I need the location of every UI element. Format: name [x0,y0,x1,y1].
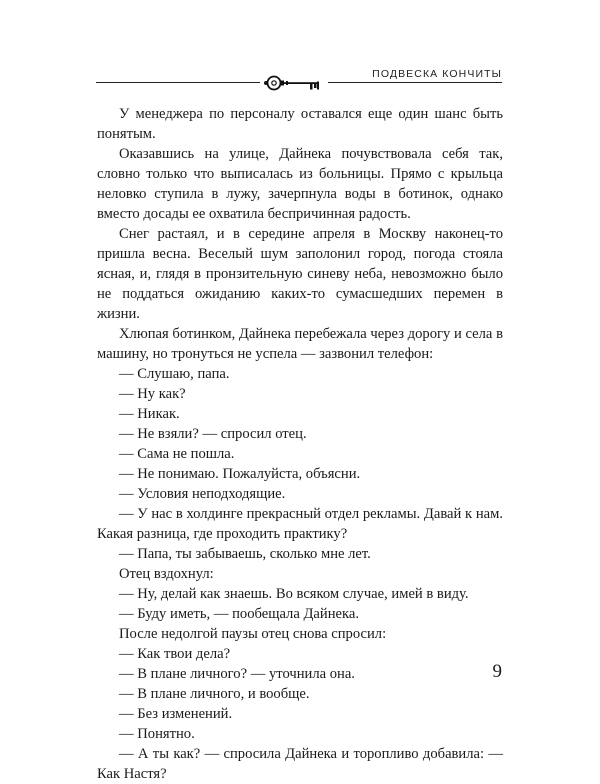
dialogue-line: — Буду иметь, — пообещала Дайнека. [119,606,359,622]
paragraph: У менеджера по персоналу оставался еще один шанс быть понятым. [97,106,503,142]
dialogue-line: — Ну, делай как знаешь. Во всяком случае, имей в виду. [119,586,469,602]
dialogue-line: — В плане личного? — уточнила она. [119,666,355,682]
dialogue-line: — Никак. [119,406,180,422]
paragraph: Снег растаял, и в середине апреля в Москву наконец-то пришла весна. Веселый шум заполонил город, погода стояла ясная, и, глядя в пронзительную синеву неба, невозможно было не поддаться ожиданию каких-то сумасшедших перемен в жизни. [97,226,503,322]
paragraph: После недолгой паузы отец снова спросил: [119,626,387,642]
paragraph: Отец вздохнул: [119,566,214,582]
dialogue-line: — Не понимаю. Пожалуйста, объясни. [119,466,361,482]
dialogue-line: — Слушаю, папа. [119,366,230,382]
dialogue-line: — Понятно. [119,726,195,742]
page-number: 9 [492,661,502,682]
dialogue-line: — Папа, ты забываешь, сколько мне лет. [119,546,371,562]
dialogue-line: — Ну как? [119,386,186,402]
dialogue-line: — Условия неподходящие. [119,486,286,502]
running-head: ПОДВЕСКА КОНЧИТЫ [366,68,502,80]
dialogue-line: — У нас в холдинге прекрасный отдел рекламы. Давай к нам. Какая разница, где проходить практику? [97,506,503,542]
paragraph: Хлюпая ботинком, Дайнека перебежала через дорогу и села в машину, но тронуться не успела — зазвонил телефон: [97,326,503,362]
key-ornament-icon [260,73,328,93]
body-text [97,104,503,784]
dialogue-line: — В плане личного, и вообще. [119,686,310,702]
dialogue-line: — Как твои дела? [119,646,231,662]
dialogue-line: — А ты как? — спросила Дайнека и торопливо добавила: — Как Настя? [97,746,503,782]
paragraph: Оказавшись на улице, Дайнека почувствовала себя так, словно только что выписалась из больницы. Прямо с крыльца неловко ступила в лужу, зачерпнула воды в ботинок, однако вместо досады ее охватила беспричинная радость. [97,146,503,222]
dialogue-line: — Без изменений. [119,706,233,722]
dialogue-line: — Не взяли? — спросил отец. [119,426,307,442]
dialogue-line: — Сама не пошла. [119,446,235,462]
